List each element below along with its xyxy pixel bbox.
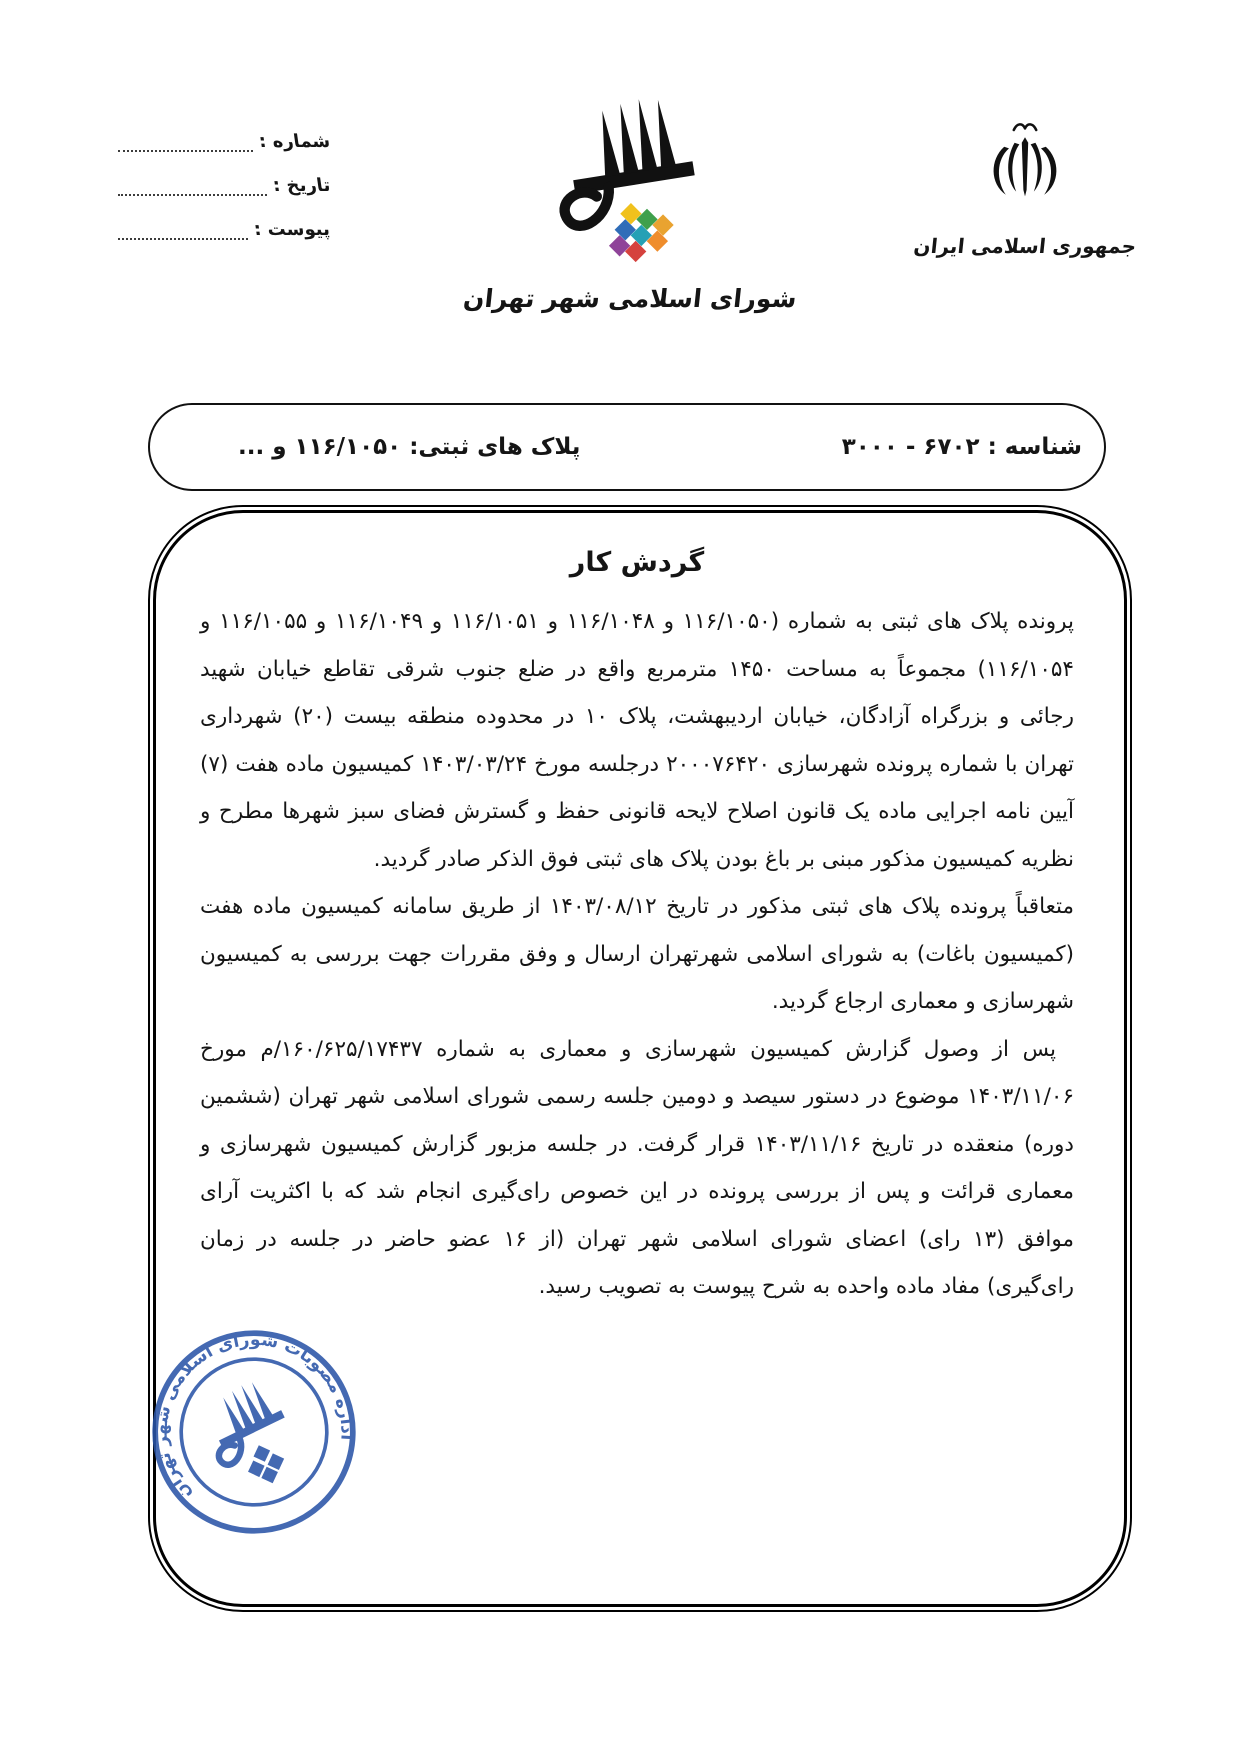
council-logo-icon: [544, 92, 716, 276]
field-number: [118, 122, 330, 152]
workflow-paragraph-3: پس از وصول گزارش کمیسیون شهرسازی و معماری به شماره ۱۶۰/۶۲۵/۱۷۴۳۷/م مورخ ۱۴۰۳/۱۱/۰۶ موضوع در دستور سیصد و دومین جلسه رسمی شورای اسلامی شهر تهران (ششمین دوره) منعقده در تاریخ ۱۴۰۳/۱۱/۱۶ قرار گرفت. در جلسه مزبور گزارش کمیسیون شهرسازی و معماری قرائت و پس از بررسی پرونده در این خصوص رای‌گیری انجام شد که با اکثریت آرای موافق (۱۳ رای) اعضای شورای اسلامی شهر تهران (از ۱۶ عضو حاضر در جلسه در زمان رای‌گیری) مفاد ماده واحده به شرح پیوست به تصویب رسید.: [200, 1036, 1074, 1299]
council-logo: [458, 92, 802, 313]
field-attachment: [118, 210, 330, 240]
official-stamp: [150, 1328, 358, 1536]
field-date: [118, 166, 330, 196]
council-logo-mosaic: [609, 203, 674, 262]
workflow-paragraph-2: متعاقباً پرونده پلاک های ثبتی مذکور در تاریخ ۱۴۰۳/۰۸/۱۲ از طریق سامانه کمیسیون ماده هفت (کمیسیون باغات) به شورای اسلامی شهرتهران ارسال و وفق مقررات جهت بررسی به کمیسیون شهرسازی و معماری ارجاع گردید.: [200, 894, 1074, 1014]
letterhead-fields: [118, 122, 330, 254]
stamp-ring-text: اداره مصوبات شورای اسلامی شهر تهران: [151, 1330, 357, 1505]
council-caption: شورای اسلامی شهر تهران: [461, 284, 799, 313]
doc-id: شناسه : ۶۷۰۲ - ۳۰۰۰: [841, 434, 1082, 460]
stamp-icon: [150, 1328, 358, 1536]
registered-plates: پلاک های ثبتی: ۱۱۶/۱۰۵۰ و ...: [238, 434, 581, 460]
iran-emblem-icon: [977, 118, 1073, 222]
field-number-line: [118, 140, 253, 152]
workflow-title: گردش کار: [569, 547, 705, 578]
republic-caption: جمهوری اسلامی ایران: [912, 234, 1138, 258]
workflow-paragraph-1: پرونده پلاک های ثبتی به شماره (۱۱۶/۱۰۵۰ و ۱۱۶/۱۰۴۸ و ۱۱۶/۱۰۵۱ و ۱۱۶/۱۰۴۹ و ۱۱۶/۱۰۵۵ و ۱۱۶/۱۰۵۴) مجموعاً به مساحت ۱۴۵۰ مترمربع واقع در ضلع جنوب شرقی تقاطع خیابان شهید رجائی و بزرگراه آزادگان، خیابان اردیبهشت، پلاک ۱۰ در محدوده منطقه بیست (۲۰) شهرداری تهران با شماره پرونده شهرسازی ۲۰۰۰۷۶۴۲۰ درجلسه مورخ ۱۴۰۳/۰۳/۲۴ کمیسیون ماده هفت (۷) آیین نامه اجرایی ماده یک قانون اصلاح لایحه قانونی حفظ و گسترش فضای سبز شهرها مطرح و نظریه کمیسیون مذکور مبنی بر باغ بودن پلاک های ثبتی فوق الذکر صادر گردید.: [200, 609, 1074, 872]
reference-bar: [148, 403, 1106, 491]
republic-emblem: [900, 118, 1150, 258]
field-date-line: [118, 184, 267, 196]
field-date-label: تاریخ :: [271, 175, 332, 196]
field-attachment-label: پیوست :: [252, 219, 332, 240]
field-number-label: شماره :: [257, 131, 332, 152]
workflow-body: [200, 598, 1074, 1311]
field-attachment-line: [118, 228, 248, 240]
